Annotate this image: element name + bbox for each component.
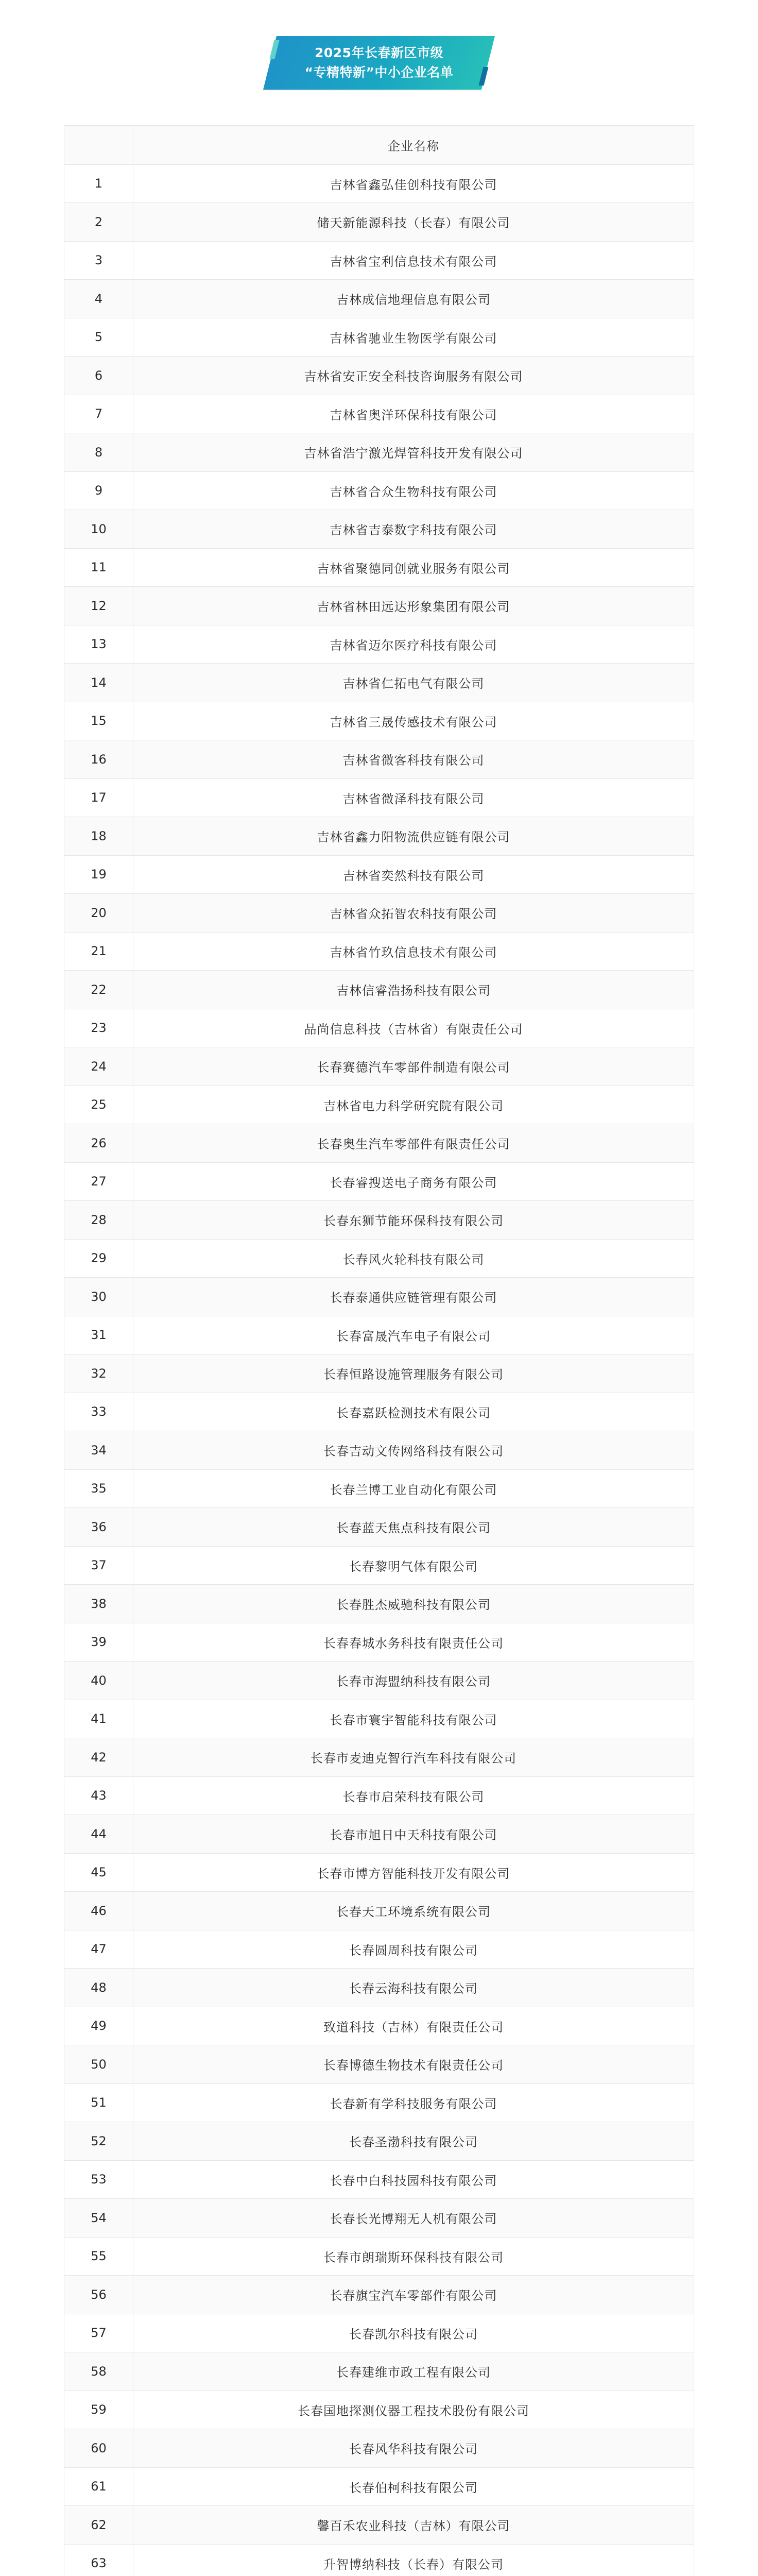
company-name: 吉林省竹玖信息技术有限公司: [330, 945, 497, 960]
row-number: 46: [64, 1892, 133, 1930]
banner-title-line2: “专精特新”中小企业名单: [304, 65, 454, 80]
row-number: 58: [64, 2352, 133, 2391]
row-number: 38: [64, 1585, 133, 1623]
row-number: 26: [64, 1124, 133, 1162]
table-row: [64, 856, 694, 894]
table-row: [64, 1240, 694, 1278]
company-name: 长春建维市政工程有限公司: [336, 2365, 491, 2380]
table-row: [64, 2429, 694, 2468]
company-name: 吉林省宝利信息技术有限公司: [330, 254, 497, 269]
row-number: 40: [64, 1662, 133, 1700]
table-row: [64, 2468, 694, 2506]
table-row: [64, 1047, 694, 1086]
table-row: [64, 1854, 694, 1892]
row-number: 41: [64, 1700, 133, 1738]
table-row: [64, 1393, 694, 1432]
company-name: 长春吉动文传网络科技有限公司: [323, 1444, 504, 1459]
table-row: [64, 702, 694, 741]
company-name: 长春赛德汽车零部件制造有限公司: [317, 1060, 510, 1075]
table-row: [64, 1278, 694, 1316]
row-number: 8: [64, 433, 133, 471]
table-header-row: [64, 126, 694, 165]
row-number: 23: [64, 1009, 133, 1047]
row-number: 21: [64, 933, 133, 971]
company-name: 长春新有学科技服务有限公司: [330, 2096, 497, 2111]
row-number: 16: [64, 740, 133, 778]
row-number: 28: [64, 1201, 133, 1239]
table-row: [64, 1815, 694, 1854]
company-name: 长春奥生汽车零部件有限责任公司: [317, 1137, 510, 1152]
table-row: [64, 1508, 694, 1547]
table-row: [64, 2238, 694, 2276]
banner-title-line1: 2025年长春新区市级: [314, 45, 444, 60]
row-number: 6: [64, 357, 133, 395]
table-row: [64, 2161, 694, 2199]
company-name: 长春胜杰威驰科技有限公司: [336, 1598, 491, 1613]
row-number: 27: [64, 1163, 133, 1201]
row-number: 29: [64, 1240, 133, 1278]
table-row: [64, 472, 694, 511]
row-number: 37: [64, 1547, 133, 1585]
company-name: 吉林省鑫力阳物流供应链有限公司: [317, 830, 510, 845]
company-name: 吉林省吉泰数字科技有限公司: [330, 523, 497, 538]
table-row: [64, 1547, 694, 1585]
company-name: 吉林省众拓智农科技有限公司: [330, 907, 497, 922]
table-row: [64, 1009, 694, 1048]
company-name: 吉林省合众生物科技有限公司: [330, 484, 497, 499]
table-row: [64, 1470, 694, 1509]
company-name: 吉林成信地理信息有限公司: [336, 293, 491, 308]
row-number: 61: [64, 2468, 133, 2506]
company-name: 吉林省奥洋环保科技有限公司: [330, 408, 497, 422]
company-name: 长春嘉跃检测技术有限公司: [336, 1405, 491, 1420]
row-number: 3: [64, 242, 133, 280]
company-name: 吉林信睿浩扬科技有限公司: [336, 984, 491, 998]
table-row: [64, 2122, 694, 2161]
company-table: [64, 125, 694, 2576]
company-name: 长春市麦迪克智行汽车科技有限公司: [311, 1751, 516, 1766]
company-name: 吉林省仁拓电气有限公司: [342, 676, 485, 691]
table-row: [64, 817, 694, 856]
row-number: 49: [64, 2007, 133, 2045]
title-banner: [0, 36, 758, 98]
table-row: [64, 2276, 694, 2314]
row-number: 53: [64, 2161, 133, 2199]
company-name: 长春圣渤科技有限公司: [349, 2135, 478, 2150]
row-number: 63: [64, 2545, 133, 2576]
table-row: [64, 1738, 694, 1777]
row-number: 45: [64, 1854, 133, 1892]
row-number: 11: [64, 549, 133, 587]
row-number: 50: [64, 2045, 133, 2083]
row-number: 5: [64, 318, 133, 357]
row-number: 9: [64, 472, 133, 510]
table-row: [64, 280, 694, 318]
row-number: 1: [64, 165, 133, 203]
row-number: 55: [64, 2238, 133, 2276]
row-number: 18: [64, 817, 133, 855]
table-row: [64, 1892, 694, 1930]
table-row: [64, 971, 694, 1009]
company-name: 长春市朗瑞斯环保科技有限公司: [323, 2250, 504, 2265]
row-number: 34: [64, 1431, 133, 1469]
company-name: 长春长光博翔无人机有限公司: [330, 2212, 497, 2227]
company-name: 长春市寰宇智能科技有限公司: [330, 1713, 497, 1727]
table-row: [64, 2352, 694, 2391]
company-name: 长春云海科技有限公司: [349, 1981, 478, 1996]
company-name: 馨百禾农业科技（吉林）有限公司: [317, 2519, 510, 2534]
company-name: 吉林省鑫弘佳创科技有限公司: [330, 177, 497, 192]
company-name: 长春黎明气体有限公司: [349, 1559, 478, 1574]
row-number: 52: [64, 2122, 133, 2160]
table-row: [64, 2084, 694, 2123]
table-row: [64, 1163, 694, 1201]
table-row: [64, 587, 694, 625]
company-name: 吉林省三晟传感技术有限公司: [330, 715, 497, 730]
row-number: 43: [64, 1777, 133, 1815]
row-number: 33: [64, 1393, 133, 1431]
row-number: 62: [64, 2506, 133, 2544]
table-row: [64, 933, 694, 971]
table-row: [64, 203, 694, 242]
row-number: 57: [64, 2314, 133, 2352]
company-name: 长春恒路设施管理服务有限公司: [323, 1367, 504, 1382]
company-name: 吉林省微客科技有限公司: [342, 753, 485, 768]
row-number: 51: [64, 2084, 133, 2122]
row-number: 15: [64, 702, 133, 740]
company-name: 长春风火轮科技有限公司: [342, 1252, 485, 1267]
row-number: 13: [64, 625, 133, 664]
company-name: 长春市启荣科技有限公司: [342, 1789, 485, 1804]
row-number: 35: [64, 1470, 133, 1508]
row-number: 12: [64, 587, 133, 625]
company-name: 吉林省安正安全科技咨询服务有限公司: [304, 369, 523, 384]
company-name: 长春圆周科技有限公司: [349, 1943, 478, 1958]
company-name: 长春凯尔科技有限公司: [349, 2327, 478, 2342]
row-number: 19: [64, 856, 133, 894]
company-name: 吉林省林田远达形象集团有限公司: [317, 600, 510, 615]
company-name: 吉林省电力科学研究院有限公司: [323, 1098, 504, 1113]
company-name: 长春天工环境系统有限公司: [336, 1905, 491, 1920]
company-name: 长春东狮节能环保科技有限公司: [323, 1214, 504, 1229]
row-number: 60: [64, 2429, 133, 2467]
company-name: 吉林省微泽科技有限公司: [342, 791, 485, 806]
company-name: 长春伯柯科技有限公司: [349, 2480, 478, 2495]
company-name: 长春泰通供应链管理有限公司: [330, 1291, 497, 1306]
row-number: 7: [64, 395, 133, 433]
company-name: 吉林省浩宁激光焊管科技开发有限公司: [304, 446, 523, 461]
table-row: [64, 2007, 694, 2046]
company-name: 长春睿搜送电子商务有限公司: [330, 1175, 497, 1190]
table-row: [64, 1969, 694, 2007]
company-name: 长春中白科技园科技有限公司: [330, 2173, 497, 2188]
table-row: [64, 894, 694, 933]
row-number: 44: [64, 1815, 133, 1853]
row-number: 25: [64, 1086, 133, 1124]
company-name: 长春市博方智能科技开发有限公司: [317, 1866, 510, 1881]
company-name: 长春蓝天焦点科技有限公司: [336, 1521, 491, 1536]
row-number: 36: [64, 1508, 133, 1546]
table-row: [64, 2314, 694, 2353]
company-name: 长春兰博工业自动化有限公司: [330, 1482, 497, 1497]
table-row: [64, 1623, 694, 1662]
company-name: 品尚信息科技（吉林省）有限责任公司: [304, 1022, 523, 1037]
table-row: [64, 1777, 694, 1816]
table-row: [64, 1124, 694, 1163]
row-number: 48: [64, 1969, 133, 2007]
table-row: [64, 433, 694, 472]
row-number: 56: [64, 2276, 133, 2314]
row-number: 31: [64, 1316, 133, 1354]
row-number: 24: [64, 1047, 133, 1086]
table-row: [64, 1431, 694, 1470]
header-company-name: 企业名称: [388, 139, 439, 154]
company-name: 长春国地探测仪器工程技术股份有限公司: [298, 2403, 529, 2418]
table-row: [64, 1930, 694, 1969]
table-row: [64, 2199, 694, 2238]
company-name: 长春风华科技有限公司: [349, 2442, 478, 2457]
table-row: [64, 510, 694, 549]
table-row: [64, 318, 694, 357]
table-row: [64, 242, 694, 280]
table-row: [64, 664, 694, 702]
table-row: [64, 549, 694, 587]
banner-title: [270, 36, 488, 90]
company-name: 长春市旭日中天科技有限公司: [330, 1828, 497, 1843]
company-name: 长春市海盟纳科技有限公司: [336, 1674, 491, 1689]
company-name: 吉林省奕然科技有限公司: [342, 868, 485, 883]
company-name: 升智博纳科技（长春）有限公司: [323, 2557, 504, 2572]
table-row: [64, 2506, 694, 2545]
company-name: 致道科技（吉林）有限责任公司: [323, 2020, 504, 2035]
table-row: [64, 1354, 694, 1393]
company-name: 长春富晟汽车电子有限公司: [336, 1329, 491, 1344]
table-row: [64, 1316, 694, 1355]
table-row: [64, 779, 694, 818]
header-number-cell: [64, 126, 133, 164]
row-number: 22: [64, 971, 133, 1009]
row-number: 2: [64, 203, 133, 241]
row-number: 10: [64, 510, 133, 548]
table-row: [64, 1585, 694, 1623]
table-row: [64, 357, 694, 395]
company-name: 长春博德生物技术有限责任公司: [323, 2058, 504, 2073]
row-number: 47: [64, 1930, 133, 1969]
row-number: 39: [64, 1623, 133, 1662]
row-number: 59: [64, 2391, 133, 2429]
table-row: [64, 2391, 694, 2430]
row-number: 32: [64, 1354, 133, 1393]
row-number: 54: [64, 2199, 133, 2237]
row-number: 17: [64, 779, 133, 817]
company-name: 长春旗宝汽车零部件有限公司: [330, 2289, 497, 2303]
table-row: [64, 625, 694, 664]
company-name: 吉林省迈尔医疗科技有限公司: [330, 638, 497, 653]
row-number: 20: [64, 894, 133, 932]
table-row: [64, 1700, 694, 1739]
table-row: [64, 2045, 694, 2084]
table-row: [64, 2545, 694, 2576]
table-row: [64, 740, 694, 779]
table-row: [64, 1662, 694, 1700]
row-number: 30: [64, 1278, 133, 1316]
company-name: 吉林省驰业生物医学有限公司: [330, 331, 497, 346]
table-row: [64, 1201, 694, 1240]
company-name: 长春春城水务科技有限责任公司: [323, 1636, 504, 1651]
row-number: 14: [64, 664, 133, 702]
table-row: [64, 395, 694, 434]
table-row: [64, 1086, 694, 1125]
row-number: 4: [64, 280, 133, 318]
company-name: 储天新能源科技（长春）有限公司: [317, 216, 510, 231]
row-number: 42: [64, 1738, 133, 1776]
company-name: 吉林省聚德同创就业服务有限公司: [317, 561, 510, 576]
table-row: [64, 165, 694, 204]
